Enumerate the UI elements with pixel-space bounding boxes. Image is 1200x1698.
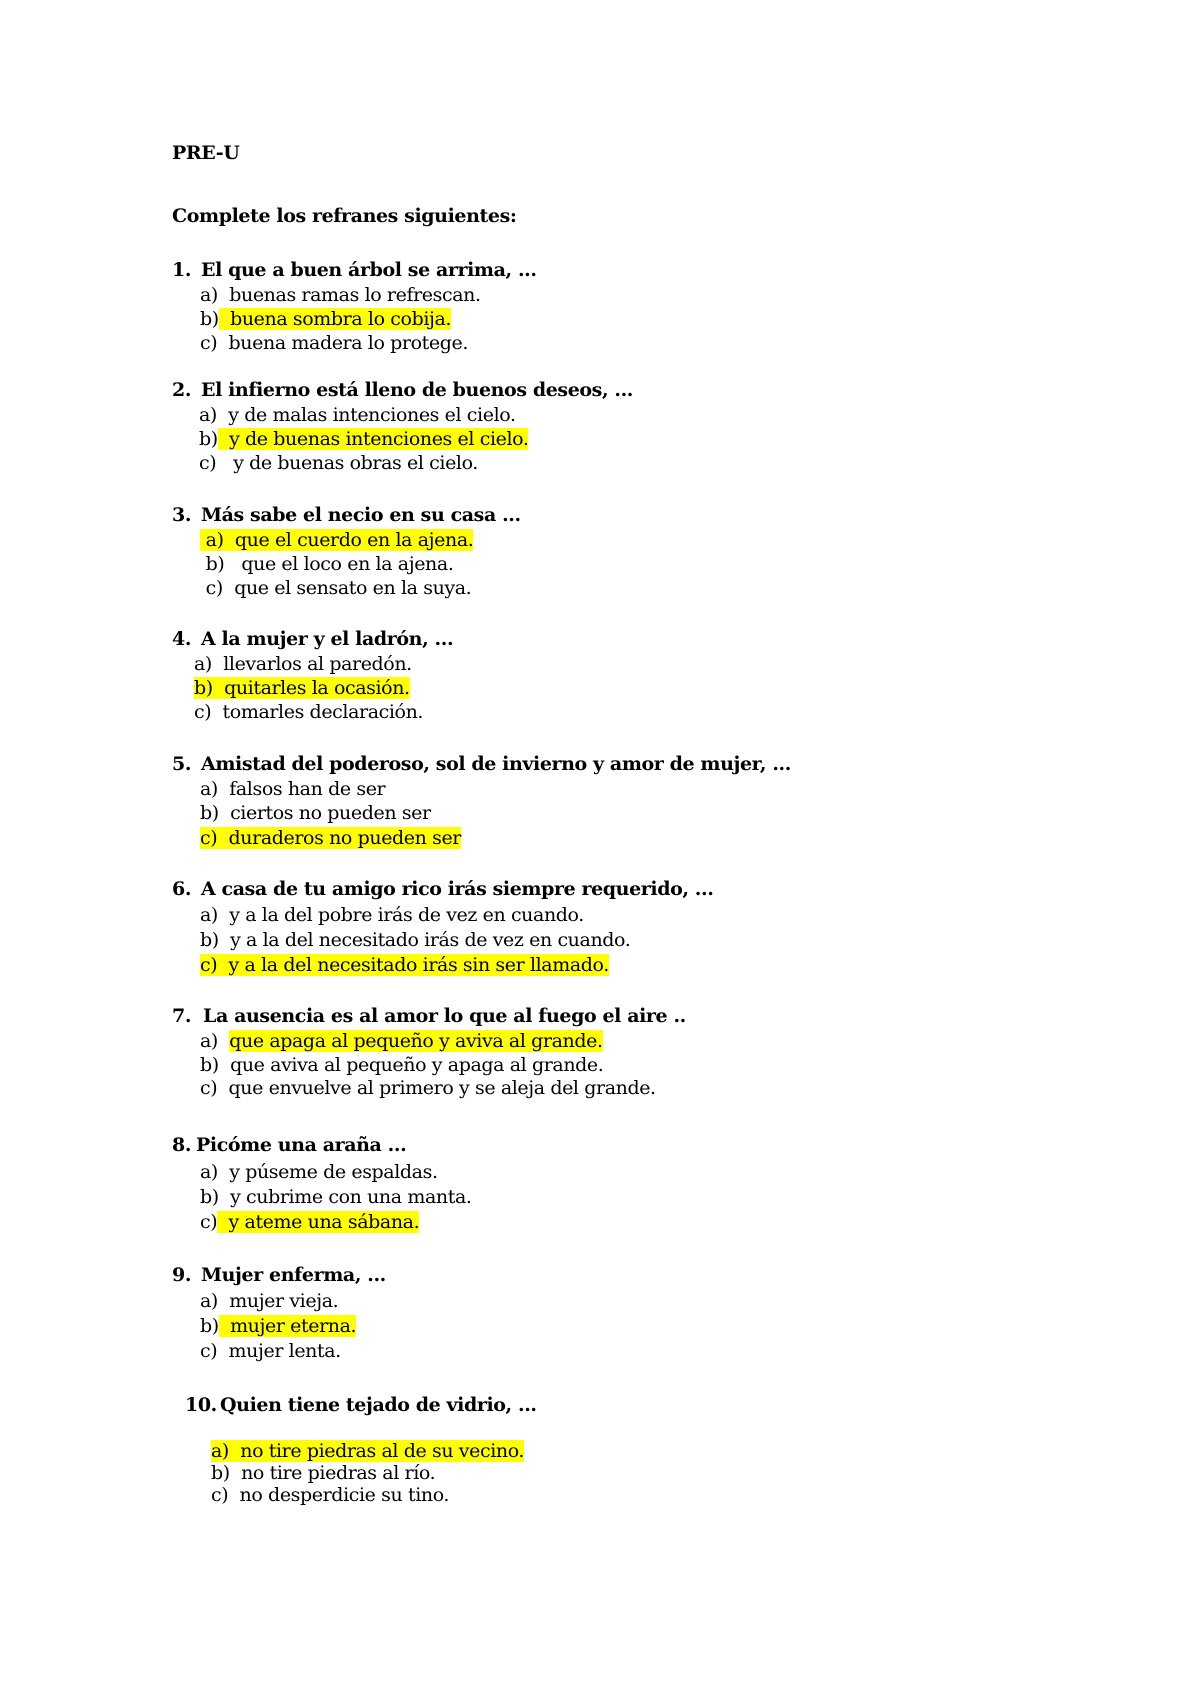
instruction-text: Complete los refranes siguientes:: [172, 205, 517, 227]
option-letter: c): [200, 332, 218, 354]
option-letter: c): [200, 1340, 218, 1362]
option-text: llevarlos al paredón.: [223, 653, 412, 675]
option-text: y a la del necesitado irás sin ser llamado.: [228, 954, 609, 976]
option-letter: b): [200, 929, 219, 951]
question-number: 1.: [172, 259, 192, 281]
option-c: [200, 1076, 656, 1100]
option-letter: b): [200, 308, 219, 330]
option-letter: a): [200, 778, 218, 800]
option-b: [200, 1053, 603, 1077]
question-number: 6.: [172, 878, 192, 900]
question-number: 10.: [185, 1394, 217, 1416]
option-b: [200, 928, 630, 952]
option-a: [200, 1160, 438, 1184]
question-number: 9.: [172, 1264, 192, 1286]
option-c: [194, 700, 423, 724]
option-text: que envuelve al primero y se aleja del grande.: [228, 1077, 656, 1099]
option-text: buena madera lo protege.: [228, 332, 468, 354]
option-letter: a): [200, 1161, 218, 1183]
option-b: [200, 552, 453, 576]
option-c: [199, 451, 478, 475]
option-c: [200, 576, 471, 600]
option-text: ciertos no pueden ser: [230, 802, 431, 824]
question-text: Más sabe el necio en su casa ...: [201, 504, 521, 526]
option-letter: c): [205, 577, 223, 599]
option-letter: c): [200, 1211, 218, 1233]
question-text: Mujer enferma, ...: [201, 1264, 386, 1286]
question-number: 3.: [172, 504, 192, 526]
option-letter: a): [211, 1440, 229, 1462]
option-c: [200, 331, 468, 355]
option-letter: b): [200, 802, 219, 824]
option-letter: c): [211, 1484, 229, 1506]
option-text: falsos han de ser: [229, 778, 386, 800]
option-c-highlighted: [200, 953, 609, 977]
option-a-highlighted: [200, 1029, 603, 1053]
option-letter: a): [205, 529, 224, 551]
option-text: no tire piedras al de su vecino.: [240, 1440, 525, 1462]
question-text: El que a buen árbol se arrima, ...: [201, 259, 537, 281]
option-text: que aviva al pequeño y apaga al grande.: [230, 1054, 604, 1076]
option-text: que apaga al pequeño y aviva al grande.: [229, 1030, 603, 1052]
option-letter: b): [200, 1054, 219, 1076]
option-text: mujer eterna.: [230, 1315, 357, 1337]
option-letter: b): [200, 1315, 219, 1337]
option-text: que el cuerdo en la ajena.: [234, 529, 474, 551]
question-text: A la mujer y el ladrón, ...: [201, 628, 454, 650]
page-title: PRE-U: [172, 142, 240, 164]
option-letter: c): [200, 827, 218, 849]
option-b: [200, 1185, 472, 1209]
option-text: mujer lenta.: [228, 1340, 341, 1362]
option-c: [211, 1483, 449, 1507]
option-a-highlighted: [200, 528, 473, 552]
question-text: El infierno está lleno de buenos deseos, ...: [201, 379, 634, 401]
option-b: [200, 801, 431, 825]
option-text: buena sombra lo cobija.: [230, 308, 452, 330]
option-letter: a): [200, 284, 218, 306]
option-b-highlighted: [194, 676, 410, 700]
option-b: [211, 1461, 435, 1485]
option-c-highlighted: [200, 1210, 419, 1234]
option-text: que el loco en la ajena.: [241, 553, 454, 575]
option-text: y a la del pobre irás de vez en cuando.: [229, 904, 584, 926]
option-letter: a): [200, 1290, 218, 1312]
option-a: [199, 403, 516, 427]
question-number: 4.: [172, 628, 192, 650]
option-letter: c): [200, 954, 218, 976]
option-letter: c): [199, 452, 217, 474]
option-text: buenas ramas lo refrescan.: [229, 284, 481, 306]
option-text: y cubrime con una manta.: [230, 1186, 472, 1208]
option-a: [200, 903, 584, 927]
question-number: 8.: [172, 1134, 192, 1156]
option-text: duraderos no pueden ser: [228, 827, 461, 849]
option-a: [194, 652, 412, 676]
question-number: 2.: [172, 379, 192, 401]
option-letter: b): [211, 1462, 230, 1484]
question-number: 5.: [172, 753, 192, 775]
option-a: [200, 283, 481, 307]
option-c: [200, 1339, 341, 1363]
option-letter: a): [200, 904, 218, 926]
option-text: quitarles la ocasión.: [224, 677, 410, 699]
option-letter: a): [194, 653, 212, 675]
option-text: tomarles declaración.: [222, 701, 424, 723]
option-text: y ateme una sábana.: [228, 1211, 420, 1233]
option-text: y púseme de espaldas.: [229, 1161, 438, 1183]
question-text: Quien tiene tejado de vidrio, ...: [220, 1394, 537, 1416]
option-text: mujer vieja.: [229, 1290, 339, 1312]
option-letter: c): [194, 701, 212, 723]
option-text: y de malas intenciones el cielo.: [228, 404, 516, 426]
option-text: no desperdicie su tino.: [239, 1484, 450, 1506]
option-letter: a): [199, 404, 217, 426]
option-text: y de buenas intenciones el cielo.: [229, 428, 529, 450]
question-text: Picóme una araña ...: [196, 1134, 407, 1156]
option-letter: b): [200, 1186, 219, 1208]
option-letter: b): [194, 677, 213, 699]
question-text: Amistad del poderoso, sol de invierno y amor de mujer, ...: [201, 753, 791, 775]
option-a: [200, 777, 385, 801]
option-b-highlighted: [199, 427, 528, 451]
option-text: y de buenas obras el cielo.: [233, 452, 478, 474]
question-number: 7.: [172, 1005, 192, 1027]
option-letter: b): [205, 553, 225, 575]
option-text: que el sensato en la suya.: [234, 577, 472, 599]
option-c-highlighted: [200, 826, 461, 850]
option-letter: b): [199, 428, 218, 450]
option-a-highlighted: [211, 1439, 524, 1463]
option-b-highlighted: [200, 307, 451, 331]
option-letter: c): [200, 1077, 218, 1099]
option-text: no tire piedras al río.: [241, 1462, 436, 1484]
question-text: A casa de tu amigo rico irás siempre requerido, ...: [201, 878, 714, 900]
option-a: [200, 1289, 338, 1313]
option-b-highlighted: [200, 1314, 356, 1338]
option-text: y a la del necesitado irás de vez en cuando.: [230, 929, 631, 951]
option-letter: a): [200, 1030, 218, 1052]
question-text: La ausencia es al amor lo que al fuego el aire ..: [203, 1005, 686, 1027]
